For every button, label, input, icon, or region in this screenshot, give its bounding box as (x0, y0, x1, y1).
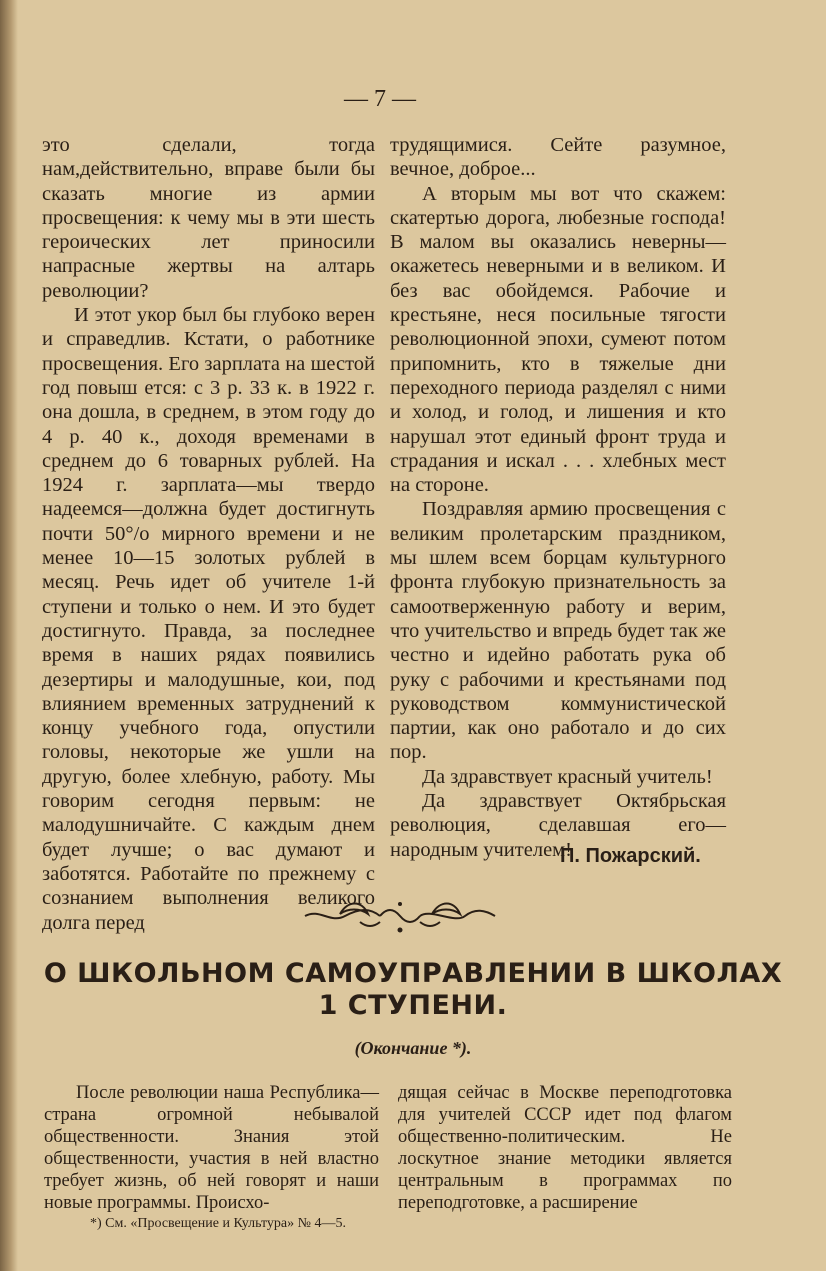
right-paragraph-1: трудящимися. Сейте разумное, вечное, доброе... (390, 134, 726, 181)
page-number: — 7 — (344, 86, 416, 112)
right-paragraph-2: А вторым мы вот что скажем: скатертью дорога, любезные господа! В малом вы оказались неверны—окажетесь неверными и в великом. И без вас обойдемся. Рабочие и крестьяне, неся посильные тягости революционной эпохи, сумеют потом припомнить, кто в тяжелые дни переходного периода разделял с ними и холод, и голод, и лишения и кто нарушал этот единый фронт труда и страдания и искал . . . хлебных мест на стороне. (390, 182, 726, 497)
article-headline (40, 958, 786, 1022)
article-left-column (44, 1082, 379, 1214)
author-signature: П. Пожарский. (560, 845, 701, 867)
footnote: *) См. «Просвещение и Культура» № 4—5. (90, 1216, 346, 1231)
right-paragraph-3: Поздравляя армию просвещения с великим пролетарским праздником, мы шлем всем борцам культурного фронта глубокую признательность за самоотверженную работу и верим, что учительство и впредь будет так же честно и идейно работать рука об руку с рабочими и крестьянами под руководством коммунистической партии, как оно работало и до сих пор. (390, 498, 726, 764)
left-column (42, 133, 375, 935)
article-subtitle: (Окончание *). (354, 1038, 472, 1058)
article-right-column (398, 1082, 732, 1214)
right-paragraph-5: Да здравствует Октябрьская революция, сделавшая его—народным учителем! (390, 790, 726, 861)
ornament-divider-icon (300, 896, 500, 936)
headline-line-2: 1 СТУПЕНИ. (318, 990, 508, 1021)
right-column (390, 133, 726, 862)
article-right-text: дящая сейчас в Москве переподготовка для учителей СССР идет под флагом общественно-политическим. Не лоскутное знание методики является центральным в программах по переподготовке, а расширение (398, 1083, 732, 1213)
left-paragraph-2: И этот укор был бы глубоко верен и справедлив. Кстати, о работнике просвещения. Его зарплата на шестой год повыш ется: с 3 р. 33 к. в 1922 г. она дошла, в среднем, в этом году до 4 р. 40 к., доходя временами в среднем до 6 товарных рублей. На 1924 г. зарплата—мы твердо надеемся—должна будет достигнуть почти 50°/о мирного времени и не менее 10—15 золотых рублей в месяц. Речь идет об учителе 1-й ступени и только о нем. И это будет достигнуто. Правда, за последнее время в наших рядах появились дезертиры и малодушные, кои, под влиянием временных затруднений к концу учебного года, опустили головы, некоторые же ушли на другую, более хлебную, работу. Мы говорим сегодня первым: не малодушничайте. С каждым днем будет лучше; о вас думают и заботятся. Работайте по прежнему с сознанием выполнения великого долга перед (42, 304, 375, 934)
left-paragraph-1: это сделали, тогда нам,действительно, вправе были бы сказать многие из армии просвещения: к чему мы в эти шесть героических лет приносили напрасные жертвы на алтарь революции? (42, 134, 375, 302)
page-edge-shadow (0, 0, 18, 1271)
article-left-text: После революции наша Республика—страна огромной небывалой общественности. Знания этой общественности, участия в ней властно требует жизнь, об ней говорят и наши новые программы. Происхо- (44, 1083, 379, 1213)
headline-line-1: О ШКОЛЬНОМ САМОУПРАВЛЕНИИ В ШКОЛАХ (43, 958, 783, 989)
right-paragraph-4: Да здравствует красный учитель! (422, 765, 713, 788)
